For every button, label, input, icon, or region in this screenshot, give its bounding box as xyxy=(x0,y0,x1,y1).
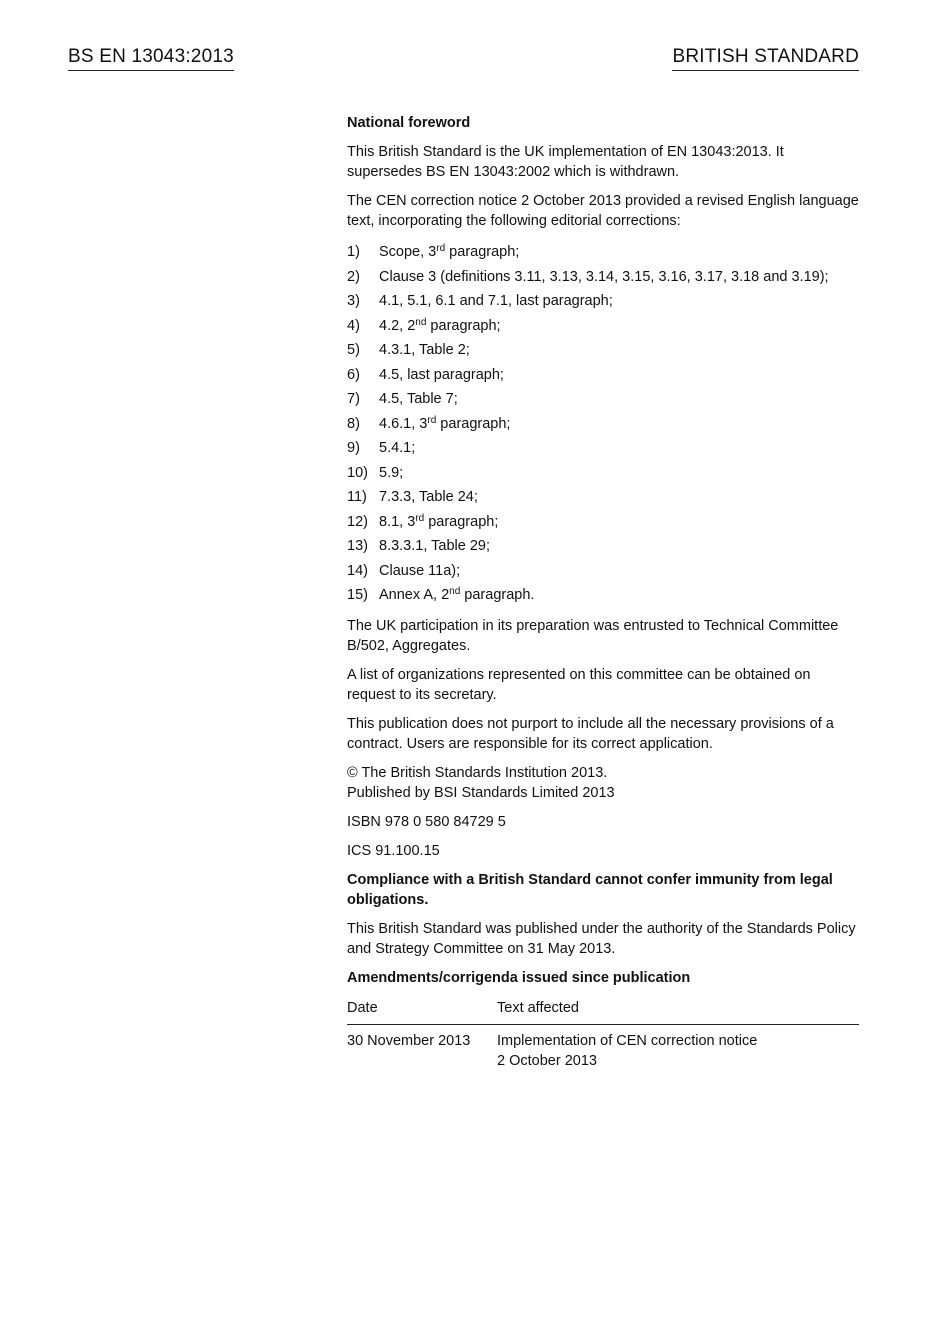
corrections-list xyxy=(347,240,859,608)
list-number: 2) xyxy=(347,268,360,285)
list-number: 12) xyxy=(347,513,368,530)
list-text: Annex A, 2nd paragraph. xyxy=(379,586,535,604)
list-item xyxy=(347,338,859,363)
list-item xyxy=(347,559,859,584)
publisher-line: Published by BSI Standards Limited 2013 xyxy=(347,784,615,801)
correction-intro: The CEN correction notice 2 October 2013 provided a revised English language text, incorporating the following editorial corrections: xyxy=(347,193,859,229)
list-number: 8) xyxy=(347,415,360,432)
amendment-text: Implementation of CEN correction notice 2 October 2013 xyxy=(497,1032,758,1069)
ics-code: ICS 91.100.15 xyxy=(347,842,440,859)
isbn: ISBN 978 0 580 84729 5 xyxy=(347,813,506,830)
list-number: 13) xyxy=(347,538,368,555)
list-number: 9) xyxy=(347,440,360,457)
copyright-line: © The British Standards Institution 2013. xyxy=(347,764,608,781)
list-text: Clause 11a); xyxy=(379,562,461,579)
list-text: 4.5, last paragraph; xyxy=(379,366,504,383)
amendments-table xyxy=(347,998,859,1071)
published-paragraph: This British Standard was published under the authority of the Standards Policy and Strategy Committee on 31 May 2013. xyxy=(347,920,856,957)
list-text: 4.3.1, Table 2; xyxy=(379,342,470,359)
list-item xyxy=(347,534,859,559)
participation-paragraph: The UK participation in its preparation was entrusted to Technical Committee B/502, Aggregates. xyxy=(347,617,839,654)
list-number: 3) xyxy=(347,293,360,310)
amendment-date: 30 November 2013 xyxy=(347,1032,471,1049)
list-text: Scope, 3rd paragraph; xyxy=(379,243,520,261)
list-item xyxy=(347,314,859,339)
column-header-date: Date xyxy=(347,998,497,1025)
list-text: 4.5, Table 7; xyxy=(379,391,458,408)
list-text: 8.1, 3rd paragraph; xyxy=(379,512,499,530)
list-item xyxy=(347,485,859,510)
document-code: BS EN 13043:2013 xyxy=(68,46,234,71)
list-number: 7) xyxy=(347,391,360,408)
list-item xyxy=(347,289,859,314)
page-title: National foreword xyxy=(347,115,471,131)
list-number: 1) xyxy=(347,244,360,261)
list-number: 15) xyxy=(347,587,368,604)
table-row xyxy=(347,1024,859,1071)
list-item xyxy=(347,436,859,461)
list-item xyxy=(347,387,859,412)
standard-label: BRITISH STANDARD xyxy=(672,46,859,71)
list-text: 4.6.1, 3rd paragraph; xyxy=(379,414,511,432)
list-item xyxy=(347,510,859,535)
list-item xyxy=(347,265,859,290)
list-text: 8.3.3.1, Table 29; xyxy=(379,538,490,555)
list-item xyxy=(347,583,859,608)
list-text: 5.9; xyxy=(379,464,404,481)
list-text: 4.1, 5.1, 6.1 and 7.1, last paragraph; xyxy=(379,293,613,310)
list-item xyxy=(347,363,859,388)
amendments-title: Amendments/corrigenda issued since publication xyxy=(347,969,691,986)
list-item xyxy=(347,461,859,486)
list-item xyxy=(347,412,859,437)
list-number: 11) xyxy=(347,489,367,506)
list-number: 10) xyxy=(347,464,368,481)
column-header-text: Text affected xyxy=(497,998,859,1025)
copyright-block xyxy=(347,763,859,803)
provisions-paragraph: This publication does not purport to include all the necessary provisions of a contract. Users are responsible for its correct application. xyxy=(347,715,834,752)
list-item xyxy=(347,240,859,265)
organizations-paragraph: A list of organizations represented on this committee can be obtained on request to its secretary. xyxy=(347,666,811,703)
list-number: 14) xyxy=(347,562,368,579)
compliance-statement: Compliance with a British Standard cannot confer immunity from legal obligations. xyxy=(347,871,833,908)
list-number: 6) xyxy=(347,366,360,383)
list-number: 4) xyxy=(347,317,360,334)
list-text: 4.2, 2nd paragraph; xyxy=(379,316,501,334)
list-number: 5) xyxy=(347,342,360,359)
list-text: 5.4.1; xyxy=(379,440,416,457)
list-text: Clause 3 (definitions 3.11, 3.13, 3.14, 3.15, 3.16, 3.17, 3.18 and 3.19); xyxy=(379,268,829,285)
foreword-body xyxy=(347,113,859,1071)
intro-paragraph: This British Standard is the UK implementation of EN 13043:2013. It supersedes BS EN 13043:2002 which is withdrawn. xyxy=(347,144,784,180)
list-text: 7.3.3, Table 24; xyxy=(379,489,478,506)
